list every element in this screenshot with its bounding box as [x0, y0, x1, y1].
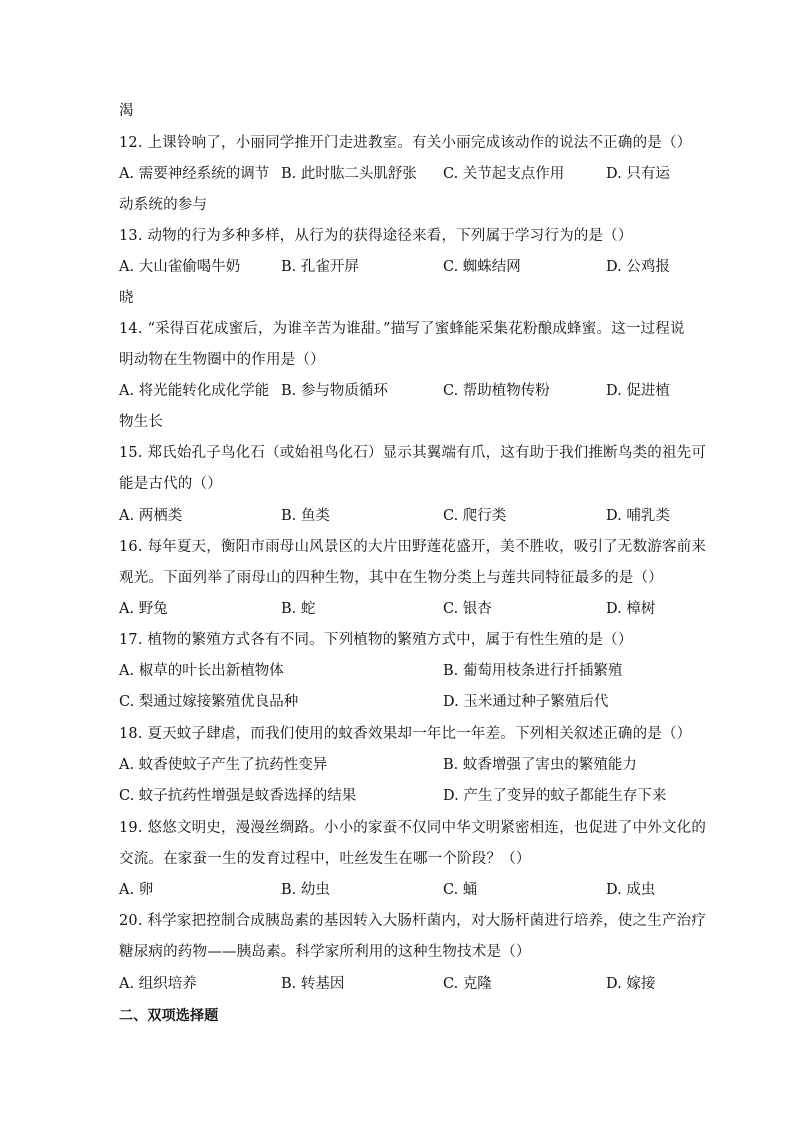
- options-q16: [119, 599, 679, 619]
- options-q18-row1: [119, 755, 679, 775]
- option-c: C. 蜘蛛结网: [443, 259, 521, 275]
- option-a: A. 椒草的叶长出新植物体: [119, 663, 284, 679]
- option-c: C. 爬行类: [443, 508, 507, 524]
- question-19: 19. 悠悠文明史，漫漫丝绸路。小小的家蚕不仅同中华文明紧密相连，也促进了中外文化的: [119, 820, 707, 836]
- text-line: 能是古代的（）: [119, 476, 222, 492]
- text-line: 渴: [119, 103, 134, 119]
- text-line: 观光。下面列举了雨母山的四种生物，其中在生物分类上与莲共同特征最多的是（）: [119, 570, 663, 586]
- option-d: D. 促进植: [606, 383, 670, 399]
- options-q12: [119, 164, 679, 184]
- question-16: 16. 每年夏天，衡阳市雨母山风景区的大片田野莲花盛开，美不胜收，吸引了无数游客前来: [119, 539, 707, 555]
- option-c: C. 关节起支点作用: [443, 166, 565, 182]
- options-q20: [119, 974, 679, 994]
- text-line: 明动物在生物圈中的作用是（）: [119, 352, 325, 368]
- question-13: 13. 动物的行为多种多样，从行为的获得途径来看，下列属于学习行为的是（）: [119, 228, 633, 244]
- option-b: B. 蛇: [281, 601, 316, 617]
- option-c: C. 克隆: [443, 976, 492, 992]
- options-q18-row2: [119, 786, 679, 806]
- option-a: A. 两栖类: [119, 508, 183, 524]
- option-a: A. 卵: [119, 882, 154, 898]
- options-q15: [119, 506, 679, 526]
- option-a: A. 需要神经系统的调节: [119, 166, 270, 182]
- option-b: B. 葡萄用枝条进行扦插繁殖: [443, 663, 623, 679]
- question-15: 15. 郑氏始孔子鸟化石（或始祖鸟化石）显示其翼端有爪，这有助于我们推断鸟类的祖先可: [119, 445, 707, 461]
- option-d: D. 公鸡报: [606, 259, 670, 275]
- text-line: 动系统的参与: [119, 197, 208, 213]
- option-a: A. 大山雀偷喝牛奶: [119, 259, 241, 275]
- options-q19: [119, 880, 679, 900]
- text-line: 糖尿病的药物——胰岛素。科学家所利用的这种生物技术是（）: [119, 944, 531, 960]
- options-q17-row1: [119, 661, 679, 681]
- option-d: D. 哺乳类: [606, 508, 670, 524]
- option-b: B. 孔雀开屏: [281, 259, 359, 275]
- option-d: D. 只有运: [606, 166, 670, 182]
- text-line: 交流。在家蚕一生的发育过程中，吐丝发生在哪一个阶段？（）: [119, 851, 531, 867]
- options-q17-row2: [119, 692, 679, 712]
- option-c: C. 蚊子抗药性增强是蚊香选择的结果: [119, 788, 357, 804]
- option-b: B. 此时肱二头肌舒张: [281, 166, 417, 182]
- question-14: 14. “采得百花成蜜后，为谁辛苦为谁甜。”描写了蜜蜂能采集花粉酿成蜂蜜。这一过程说: [119, 321, 685, 337]
- question-12: 12. 上课铃响了，小丽同学推开门走进教室。有关小丽完成该动作的说法不正确的是（）: [119, 135, 692, 151]
- option-d: D. 产生了变异的蚊子都能生存下来: [443, 788, 667, 804]
- option-c: C. 蛹: [443, 882, 478, 898]
- option-c: C. 梨通过嫁接繁殖优良品种: [119, 694, 299, 710]
- options-q14: [119, 381, 679, 401]
- option-d: D. 嫁接: [606, 976, 656, 992]
- question-18: 18. 夏天蚊子肆虐，而我们使用的蚊香效果却一年比一年差。下列相关叙述正确的是（）: [119, 726, 692, 742]
- option-d: D. 成虫: [606, 882, 656, 898]
- option-b: B. 幼虫: [281, 882, 330, 898]
- option-a: A. 野兔: [119, 601, 168, 617]
- option-d: D. 玉米通过种子繁殖后代: [443, 694, 609, 710]
- section-heading: 二、双项选择题: [119, 1008, 219, 1024]
- option-d: D. 樟树: [606, 601, 656, 617]
- option-a: A. 组织培养: [119, 976, 197, 992]
- option-b: B. 蚊香增强了害虫的繁殖能力: [443, 757, 637, 773]
- text-line: 晓: [119, 290, 134, 306]
- text-line: 物生长: [119, 414, 164, 430]
- options-q13: [119, 257, 679, 277]
- question-20: 20. 科学家把控制合成胰岛素的基因转入大肠杆菌内，对大肠杆菌进行培养，使之生产治疗: [119, 913, 707, 929]
- option-a: A. 蚊香使蚊子产生了抗药性变异: [119, 757, 328, 773]
- option-c: C. 帮助植物传粉: [443, 383, 550, 399]
- option-b: B. 转基因: [281, 976, 345, 992]
- option-c: C. 银杏: [443, 601, 492, 617]
- question-17: 17. 植物的繁殖方式各有不同。下列植物的繁殖方式中，属于有性生殖的是（）: [119, 632, 633, 648]
- option-a: A. 将光能转化成化学能: [119, 383, 270, 399]
- option-b: B. 参与物质循环: [281, 383, 388, 399]
- option-b: B. 鱼类: [281, 508, 330, 524]
